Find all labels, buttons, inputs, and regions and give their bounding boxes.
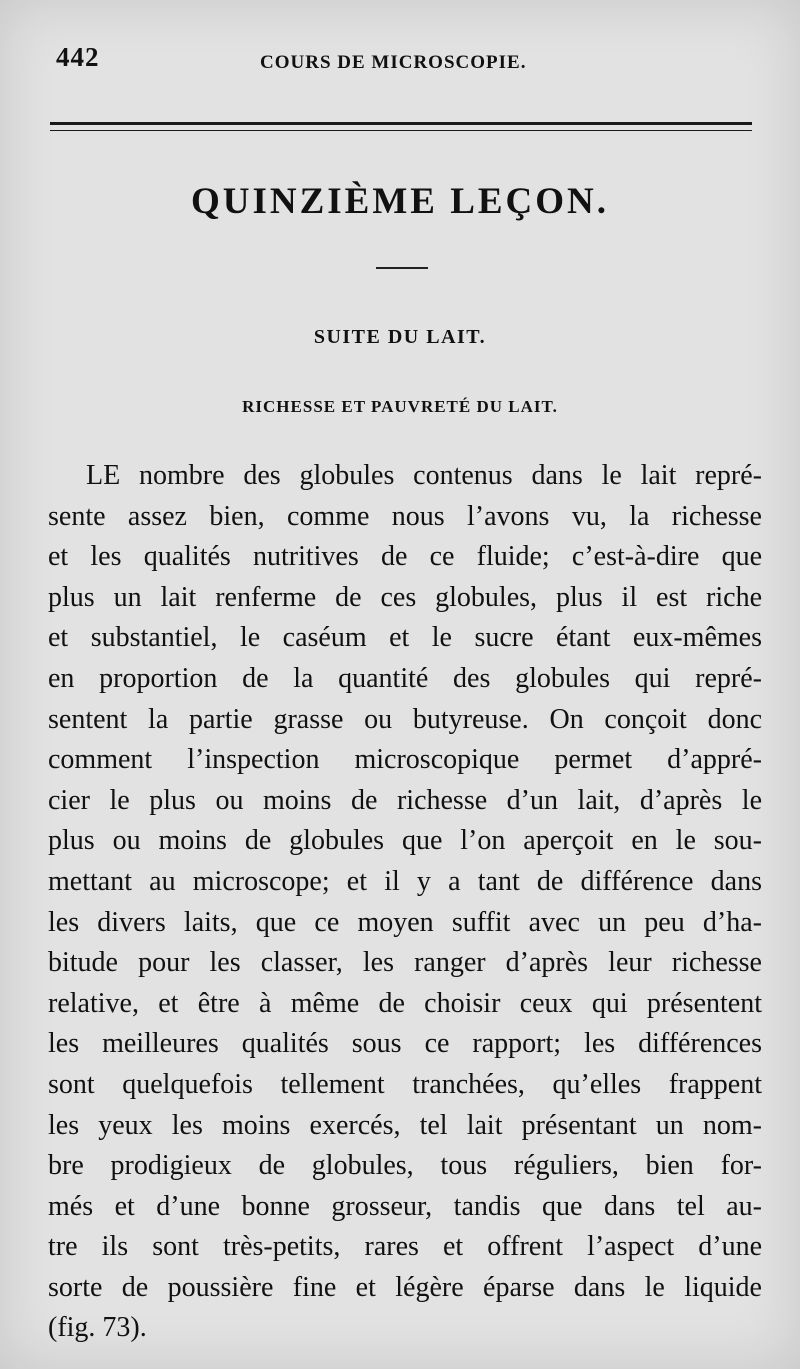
body-line: més et d’une bonne grosseur, tandis que dans tel au- xyxy=(48,1190,762,1222)
body-line: cier le plus ou moins de richesse d’un lait, d’après le xyxy=(48,784,762,816)
body-line: en proportion de la quantité des globules qui repré- xyxy=(48,662,762,694)
title-divider xyxy=(376,267,428,269)
body-paragraph xyxy=(48,456,762,1349)
body-line: sorte de poussière fine et légère éparse dans le liquide xyxy=(48,1271,762,1303)
body-line: comment l’inspection microscopique permet d’appré- xyxy=(48,744,762,776)
body-line: et les qualités nutritives de ce fluide; c’est-à-dire que xyxy=(48,541,762,573)
body-line: mettant au microscope; et il y a tant de différence dans xyxy=(48,865,762,897)
body-line: sont quelquefois tellement tranchées, qu’elles frappent xyxy=(48,1068,762,1100)
body-line: sente assez bien, comme nous l’avons vu, la richesse xyxy=(48,500,762,532)
body-line: les meilleures qualités sous ce rapport; les différences xyxy=(48,1028,762,1060)
body-line: bre prodigieux de globules, tous réguliers, bien for- xyxy=(48,1150,762,1182)
body-line: plus un lait renferme de ces globules, plus il est riche xyxy=(48,581,762,613)
body-line: (fig. 73). xyxy=(48,1312,147,1344)
running-head: COURS DE MICROSCOPIE. xyxy=(260,52,527,73)
body-line: plus ou moins de globules que l’on aperçoit en le sou- xyxy=(48,825,762,857)
body-line: et substantiel, le caséum et le sucre étant eux-mêmes xyxy=(48,622,762,654)
header-double-rule xyxy=(50,122,752,131)
body-line: LE nombre des globules contenus dans le lait repré- xyxy=(86,460,762,491)
page-number: 442 xyxy=(56,42,100,72)
body-line: les yeux les moins exercés, tel lait présentant un nom- xyxy=(48,1109,762,1141)
subsection-title: RICHESSE ET PAUVRETÉ DU LAIT. xyxy=(242,397,558,416)
body-line: les divers laits, que ce moyen suffit avec un peu d’ha- xyxy=(48,906,762,938)
body-line: bitude pour les classer, les ranger d’après leur richesse xyxy=(48,947,762,979)
body-line: tre ils sont très-petits, rares et offrent l’aspect d’une xyxy=(48,1231,762,1263)
section-title: SUITE DU LAIT. xyxy=(313,326,487,348)
body-line: relative, et être à même de choisir ceux qui présentent xyxy=(48,987,762,1019)
body-line: sentent la partie grasse ou butyreuse. On conçoit donc xyxy=(48,703,762,735)
lesson-title: QUINZIÈME LEÇON. xyxy=(190,181,610,222)
